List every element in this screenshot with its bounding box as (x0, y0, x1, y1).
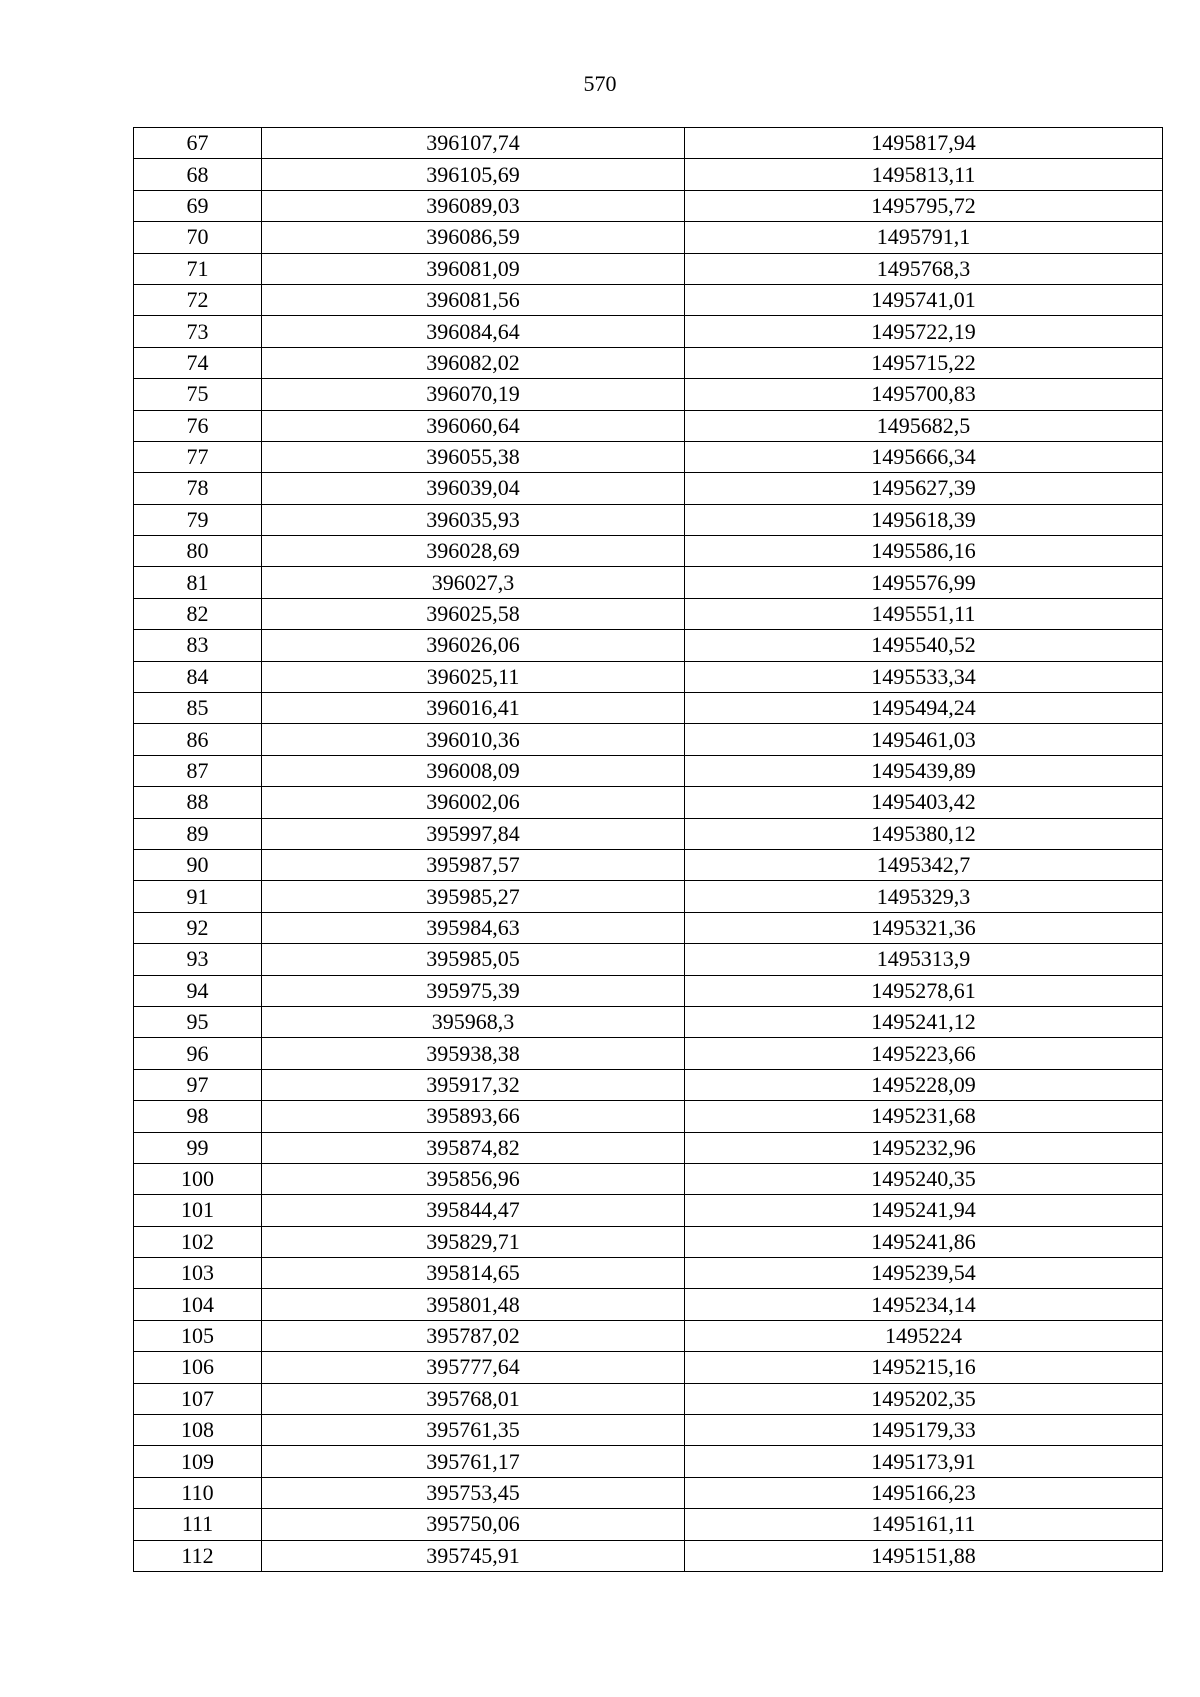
y-coordinate-cell: 1495813,11 (685, 159, 1163, 190)
table-row (134, 1195, 1163, 1226)
x-coordinate-cell: 395917,32 (262, 1069, 685, 1100)
point-number-cell: 89 (134, 818, 262, 849)
point-number-cell: 109 (134, 1446, 262, 1477)
point-number-cell: 69 (134, 190, 262, 221)
y-coordinate-cell: 1495380,12 (685, 818, 1163, 849)
y-coordinate-cell: 1495173,91 (685, 1446, 1163, 1477)
y-coordinate-cell: 1495241,86 (685, 1226, 1163, 1257)
table-row (134, 504, 1163, 535)
table-row (134, 536, 1163, 567)
x-coordinate-cell: 395844,47 (262, 1195, 685, 1226)
point-number-cell: 94 (134, 975, 262, 1006)
table-row (134, 473, 1163, 504)
table-row (134, 410, 1163, 441)
y-coordinate-cell: 1495627,39 (685, 473, 1163, 504)
y-coordinate-cell: 1495278,61 (685, 975, 1163, 1006)
y-coordinate-cell: 1495179,33 (685, 1415, 1163, 1446)
x-coordinate-cell: 396070,19 (262, 379, 685, 410)
x-coordinate-cell: 396089,03 (262, 190, 685, 221)
y-coordinate-cell: 1495313,9 (685, 944, 1163, 975)
table-row (134, 253, 1163, 284)
table-row (134, 1477, 1163, 1508)
x-coordinate-cell: 395938,38 (262, 1038, 685, 1069)
y-coordinate-cell: 1495234,14 (685, 1289, 1163, 1320)
table-row (134, 724, 1163, 755)
table-row (134, 975, 1163, 1006)
point-number-cell: 99 (134, 1132, 262, 1163)
point-number-cell: 104 (134, 1289, 262, 1320)
point-number-cell: 97 (134, 1069, 262, 1100)
point-number-cell: 93 (134, 944, 262, 975)
y-coordinate-cell: 1495618,39 (685, 504, 1163, 535)
y-coordinate-cell: 1495682,5 (685, 410, 1163, 441)
table-row (134, 379, 1163, 410)
point-number-cell: 83 (134, 630, 262, 661)
coordinates-table-body (134, 128, 1163, 1572)
table-row (134, 347, 1163, 378)
point-number-cell: 75 (134, 379, 262, 410)
x-coordinate-cell: 395856,96 (262, 1163, 685, 1194)
point-number-cell: 90 (134, 849, 262, 880)
x-coordinate-cell: 395753,45 (262, 1477, 685, 1508)
point-number-cell: 96 (134, 1038, 262, 1069)
x-coordinate-cell: 395814,65 (262, 1258, 685, 1289)
x-coordinate-cell: 396010,36 (262, 724, 685, 755)
y-coordinate-cell: 1495161,11 (685, 1509, 1163, 1540)
point-number-cell: 68 (134, 159, 262, 190)
y-coordinate-cell: 1495586,16 (685, 536, 1163, 567)
table-row (134, 159, 1163, 190)
table-row (134, 818, 1163, 849)
x-coordinate-cell: 396060,64 (262, 410, 685, 441)
table-row (134, 1006, 1163, 1037)
table-row (134, 1226, 1163, 1257)
y-coordinate-cell: 1495202,35 (685, 1383, 1163, 1414)
y-coordinate-cell: 1495768,3 (685, 253, 1163, 284)
point-number-cell: 106 (134, 1352, 262, 1383)
y-coordinate-cell: 1495576,99 (685, 567, 1163, 598)
y-coordinate-cell: 1495232,96 (685, 1132, 1163, 1163)
x-coordinate-cell: 395768,01 (262, 1383, 685, 1414)
point-number-cell: 111 (134, 1509, 262, 1540)
point-number-cell: 77 (134, 441, 262, 472)
x-coordinate-cell: 396008,09 (262, 755, 685, 786)
x-coordinate-cell: 396055,38 (262, 441, 685, 472)
x-coordinate-cell: 395761,35 (262, 1415, 685, 1446)
x-coordinate-cell: 395968,3 (262, 1006, 685, 1037)
point-number-cell: 92 (134, 912, 262, 943)
table-row (134, 1069, 1163, 1100)
y-coordinate-cell: 1495795,72 (685, 190, 1163, 221)
page-number: 570 (583, 71, 617, 96)
point-number-cell: 112 (134, 1540, 262, 1571)
x-coordinate-cell: 396002,06 (262, 787, 685, 818)
x-coordinate-cell: 395787,02 (262, 1320, 685, 1351)
y-coordinate-cell: 1495215,16 (685, 1352, 1163, 1383)
point-number-cell: 95 (134, 1006, 262, 1037)
point-number-cell: 82 (134, 598, 262, 629)
x-coordinate-cell: 396027,3 (262, 567, 685, 598)
y-coordinate-cell: 1495540,52 (685, 630, 1163, 661)
x-coordinate-cell: 396025,11 (262, 661, 685, 692)
table-row (134, 1415, 1163, 1446)
point-number-cell: 85 (134, 693, 262, 724)
y-coordinate-cell: 1495791,1 (685, 222, 1163, 253)
point-number-cell: 81 (134, 567, 262, 598)
y-coordinate-cell: 1495223,66 (685, 1038, 1163, 1069)
x-coordinate-cell: 396107,74 (262, 128, 685, 159)
y-coordinate-cell: 1495722,19 (685, 316, 1163, 347)
y-coordinate-cell: 1495329,3 (685, 881, 1163, 912)
point-number-cell: 74 (134, 347, 262, 378)
x-coordinate-cell: 395777,64 (262, 1352, 685, 1383)
table-row (134, 1320, 1163, 1351)
table-row (134, 1163, 1163, 1194)
x-coordinate-cell: 395761,17 (262, 1446, 685, 1477)
x-coordinate-cell: 395745,91 (262, 1540, 685, 1571)
y-coordinate-cell: 1495241,94 (685, 1195, 1163, 1226)
point-number-cell: 78 (134, 473, 262, 504)
y-coordinate-cell: 1495700,83 (685, 379, 1163, 410)
table-row (134, 912, 1163, 943)
x-coordinate-cell: 395985,27 (262, 881, 685, 912)
x-coordinate-cell: 395874,82 (262, 1132, 685, 1163)
point-number-cell: 108 (134, 1415, 262, 1446)
point-number-cell: 80 (134, 536, 262, 567)
x-coordinate-cell: 395750,06 (262, 1509, 685, 1540)
table-row (134, 881, 1163, 912)
table-row (134, 661, 1163, 692)
x-coordinate-cell: 396016,41 (262, 693, 685, 724)
point-number-cell: 76 (134, 410, 262, 441)
point-number-cell: 86 (134, 724, 262, 755)
y-coordinate-cell: 1495494,24 (685, 693, 1163, 724)
y-coordinate-cell: 1495551,11 (685, 598, 1163, 629)
x-coordinate-cell: 396081,56 (262, 284, 685, 315)
y-coordinate-cell: 1495533,34 (685, 661, 1163, 692)
point-number-cell: 100 (134, 1163, 262, 1194)
y-coordinate-cell: 1495403,42 (685, 787, 1163, 818)
table-row (134, 316, 1163, 347)
y-coordinate-cell: 1495240,35 (685, 1163, 1163, 1194)
table-row (134, 787, 1163, 818)
x-coordinate-cell: 396082,02 (262, 347, 685, 378)
y-coordinate-cell: 1495166,23 (685, 1477, 1163, 1508)
y-coordinate-cell: 1495241,12 (685, 1006, 1163, 1037)
y-coordinate-cell: 1495231,68 (685, 1101, 1163, 1132)
y-coordinate-cell: 1495715,22 (685, 347, 1163, 378)
x-coordinate-cell: 395893,66 (262, 1101, 685, 1132)
y-coordinate-cell: 1495321,36 (685, 912, 1163, 943)
table-row (134, 567, 1163, 598)
table-row (134, 1509, 1163, 1540)
table-row (134, 222, 1163, 253)
y-coordinate-cell: 1495228,09 (685, 1069, 1163, 1100)
x-coordinate-cell: 396086,59 (262, 222, 685, 253)
point-number-cell: 110 (134, 1477, 262, 1508)
table-row (134, 849, 1163, 880)
table-row (134, 1038, 1163, 1069)
point-number-cell: 88 (134, 787, 262, 818)
table-row (134, 190, 1163, 221)
table-row (134, 128, 1163, 159)
x-coordinate-cell: 395975,39 (262, 975, 685, 1006)
y-coordinate-cell: 1495342,7 (685, 849, 1163, 880)
table-row (134, 1101, 1163, 1132)
point-number-cell: 103 (134, 1258, 262, 1289)
table-row (134, 1132, 1163, 1163)
table-row (134, 630, 1163, 661)
y-coordinate-cell: 1495224 (685, 1320, 1163, 1351)
table-row (134, 1383, 1163, 1414)
table-row (134, 441, 1163, 472)
y-coordinate-cell: 1495741,01 (685, 284, 1163, 315)
point-number-cell: 102 (134, 1226, 262, 1257)
table-row (134, 284, 1163, 315)
table-row (134, 1352, 1163, 1383)
point-number-cell: 72 (134, 284, 262, 315)
point-number-cell: 87 (134, 755, 262, 786)
point-number-cell: 84 (134, 661, 262, 692)
y-coordinate-cell: 1495666,34 (685, 441, 1163, 472)
y-coordinate-cell: 1495817,94 (685, 128, 1163, 159)
point-number-cell: 105 (134, 1320, 262, 1351)
point-number-cell: 79 (134, 504, 262, 535)
table-row (134, 755, 1163, 786)
x-coordinate-cell: 395997,84 (262, 818, 685, 849)
x-coordinate-cell: 396081,09 (262, 253, 685, 284)
y-coordinate-cell: 1495461,03 (685, 724, 1163, 755)
table-row (134, 693, 1163, 724)
x-coordinate-cell: 395987,57 (262, 849, 685, 880)
point-number-cell: 67 (134, 128, 262, 159)
y-coordinate-cell: 1495239,54 (685, 1258, 1163, 1289)
x-coordinate-cell: 395829,71 (262, 1226, 685, 1257)
y-coordinate-cell: 1495439,89 (685, 755, 1163, 786)
table-row (134, 598, 1163, 629)
point-number-cell: 91 (134, 881, 262, 912)
point-number-cell: 70 (134, 222, 262, 253)
x-coordinate-cell: 396039,04 (262, 473, 685, 504)
x-coordinate-cell: 395985,05 (262, 944, 685, 975)
x-coordinate-cell: 395984,63 (262, 912, 685, 943)
point-number-cell: 107 (134, 1383, 262, 1414)
point-number-cell: 98 (134, 1101, 262, 1132)
x-coordinate-cell: 395801,48 (262, 1289, 685, 1320)
point-number-cell: 71 (134, 253, 262, 284)
x-coordinate-cell: 396105,69 (262, 159, 685, 190)
table-row (134, 944, 1163, 975)
table-row (134, 1289, 1163, 1320)
y-coordinate-cell: 1495151,88 (685, 1540, 1163, 1571)
table-row (134, 1258, 1163, 1289)
x-coordinate-cell: 396026,06 (262, 630, 685, 661)
x-coordinate-cell: 396084,64 (262, 316, 685, 347)
x-coordinate-cell: 396025,58 (262, 598, 685, 629)
x-coordinate-cell: 396028,69 (262, 536, 685, 567)
point-number-cell: 101 (134, 1195, 262, 1226)
table-row (134, 1446, 1163, 1477)
coordinates-table (133, 127, 1163, 1572)
table-row (134, 1540, 1163, 1571)
point-number-cell: 73 (134, 316, 262, 347)
x-coordinate-cell: 396035,93 (262, 504, 685, 535)
